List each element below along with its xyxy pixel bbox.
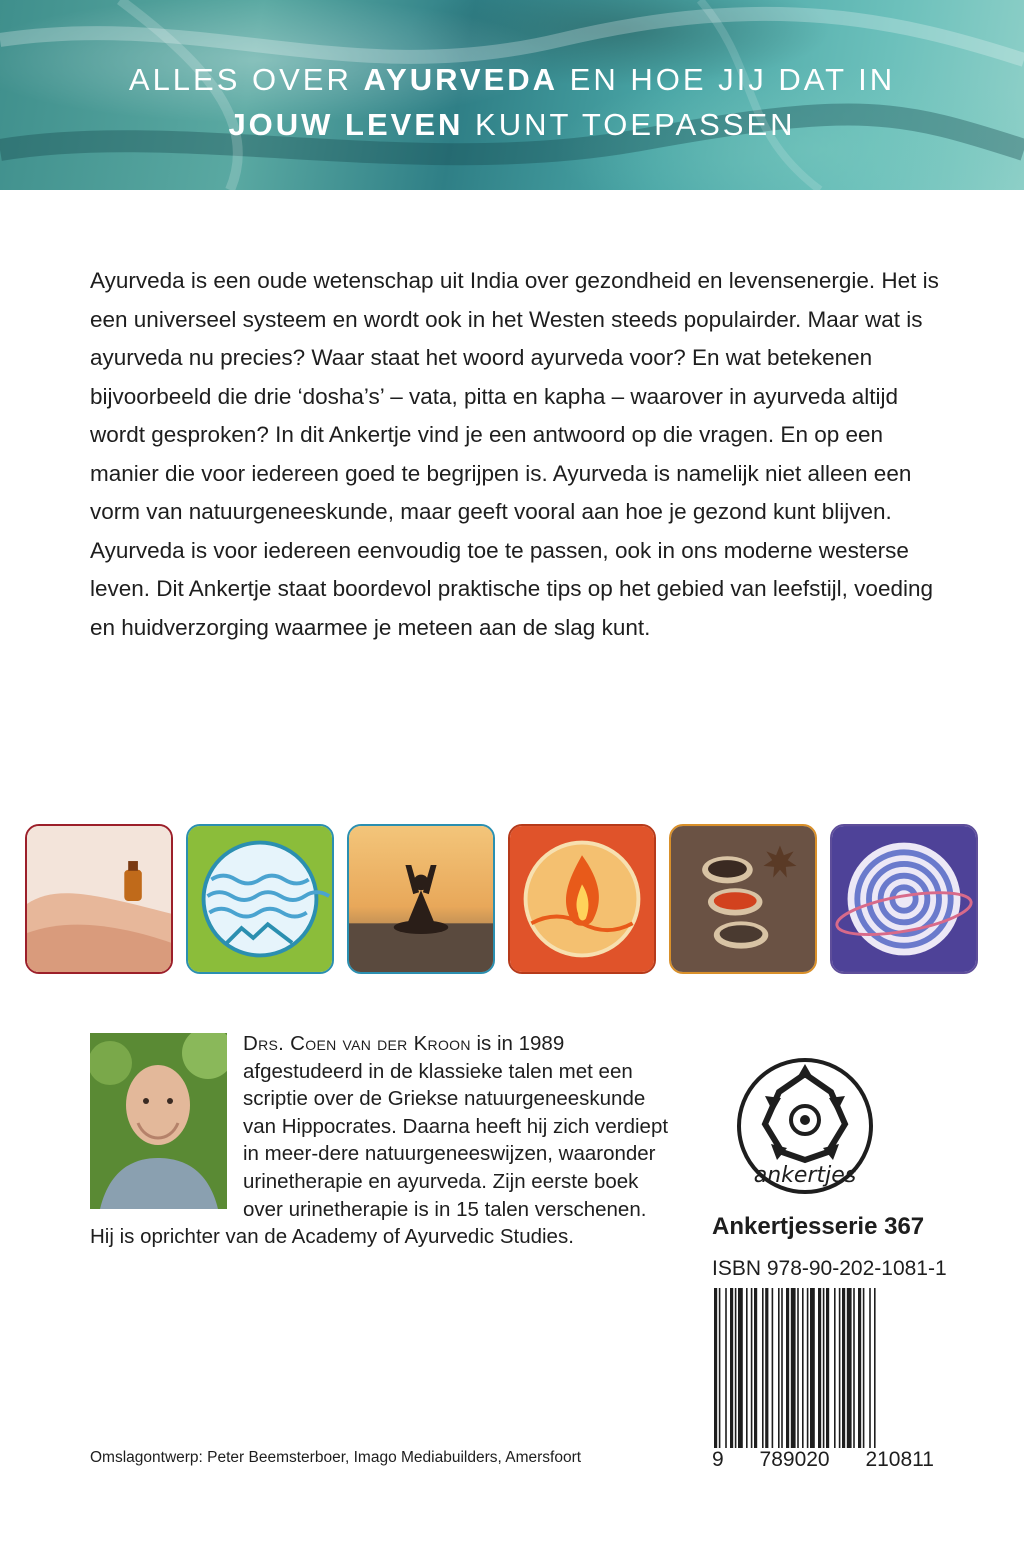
barcode-bar: [818, 1288, 821, 1471]
banner-line-1: ALLES OVER AYURVEDA EN HOE JIJ DAT IN: [128, 62, 896, 97]
barcode-bar: [762, 1288, 764, 1471]
tile-water: [186, 824, 334, 974]
barcode-bar: [826, 1288, 829, 1471]
tile-fire: [508, 824, 656, 974]
series-label: Ankertjesserie 367: [712, 1213, 925, 1240]
logo-wordmark: ankertjes: [753, 1163, 857, 1188]
barcode-digit-group-1: 789020: [759, 1448, 830, 1471]
barcode-bar: [797, 1288, 799, 1471]
cover-design-credit: Omslagontwerp: Peter Beemsterboer, Imago Mediabuilders, Amersfoort: [90, 1449, 582, 1466]
publisher-logo-icon: [733, 1044, 878, 1209]
barcode-bar: [869, 1288, 871, 1471]
ankertjes-logo: [733, 1044, 878, 1209]
tile-meditation: [347, 824, 495, 974]
barcode-digit-prefix: 9: [712, 1448, 724, 1471]
water-element-icon: [188, 826, 332, 972]
barcode: [712, 1288, 934, 1471]
massage-oil-icon: [27, 826, 171, 972]
barcode-bar: [778, 1288, 780, 1471]
author-bio: [90, 1030, 670, 1251]
barcode-bar: [807, 1288, 809, 1471]
author-bio-text: is in 1989 afgestudeerd in de klassieke talen met een scriptie over de Griekse natuurgeneeskunde van Hippocrates. Daarna heeft hij zich verdiept in meer-dere natuurgeneeswijzen, waaronder urinetherapie en ayurveda. Zijn eerste boek over urinetherapie is in 15 talen verschenen. Hij is oprichter van de Academy of Ayurvedic Studies.: [90, 1032, 669, 1249]
barcode-bar: [863, 1288, 865, 1471]
barcode-bar: [802, 1288, 804, 1471]
isbn-label: ISBN 978-90-202-1081-1: [712, 1257, 947, 1280]
barcode-bar: [791, 1288, 796, 1471]
barcode-bar: [858, 1288, 861, 1471]
barcode-bar: [874, 1288, 876, 1471]
barcode-bar: [765, 1288, 768, 1471]
barcode-bar: [834, 1288, 836, 1471]
barcode-bar: [719, 1288, 721, 1471]
barcode-bar: [746, 1288, 748, 1471]
barcode-bar: [725, 1288, 727, 1471]
barcode-digits: [712, 1448, 934, 1472]
tile-massage: [25, 824, 173, 974]
header-banner: [0, 0, 1024, 190]
barcode-bar: [730, 1288, 733, 1471]
barcode-bar: [839, 1288, 841, 1471]
barcode-bar: [772, 1288, 774, 1471]
barcode-bar: [751, 1288, 753, 1471]
author-name: Drs. Coen van der Kroon: [243, 1032, 471, 1055]
barcode-bar: [738, 1288, 743, 1471]
barcode-bar: [853, 1288, 855, 1471]
barcode-bar: [754, 1288, 757, 1471]
banner-line-2: JOUW LEVEN KUNT TOEPASSEN: [228, 107, 796, 142]
barcode-bar: [847, 1288, 852, 1471]
meditation-icon: [349, 826, 493, 972]
barcode-bar: [842, 1288, 845, 1471]
barcode-bar: [714, 1288, 717, 1471]
barcode-bar: [823, 1288, 825, 1471]
icon-tile-row: [25, 824, 985, 979]
tile-spiral: [830, 824, 978, 974]
spiral-icon: [832, 826, 976, 972]
barcode-digit-group-2: 210811: [865, 1448, 934, 1471]
barcode-bar: [781, 1288, 783, 1471]
barcode-bar: [786, 1288, 789, 1471]
description-text: Ayurveda is een oude wetenschap uit India over gezondheid en levensenergie. Het is een universeel systeem en wordt ook in het Westen steeds populairder. Maar wat is ayurveda nu precies? Waar staat het woord ayurveda voor? En wat betekenen bijvoorbeeld die drie ‘dosha’s’ – vata, pitta en kapha – waarover in ayurveda altijd wordt gesproken? In dit Ankertje vind je een antwoord op die vragen. En op een manier die voor iedereen goed te begrijpen is. Ayurveda is namelijk niet alleen een vorm van natuurgeneeskunde, maar geeft vooral aan hoe je gezond kunt blijven. Ayurveda is voor iedereen eenvoudig toe te passen, ook in ons moderne westerse leven. Dit Ankertje staat boordevol praktische tips op het gebied van leefstijl, voeding en huidverzorging waarmee je meteen aan de slag kunt.: [90, 268, 939, 640]
tile-spices: [669, 824, 817, 974]
spices-icon: [671, 826, 815, 972]
barcode-bar: [735, 1288, 737, 1471]
barcode-bar: [810, 1288, 815, 1471]
fire-element-icon: [510, 826, 654, 972]
